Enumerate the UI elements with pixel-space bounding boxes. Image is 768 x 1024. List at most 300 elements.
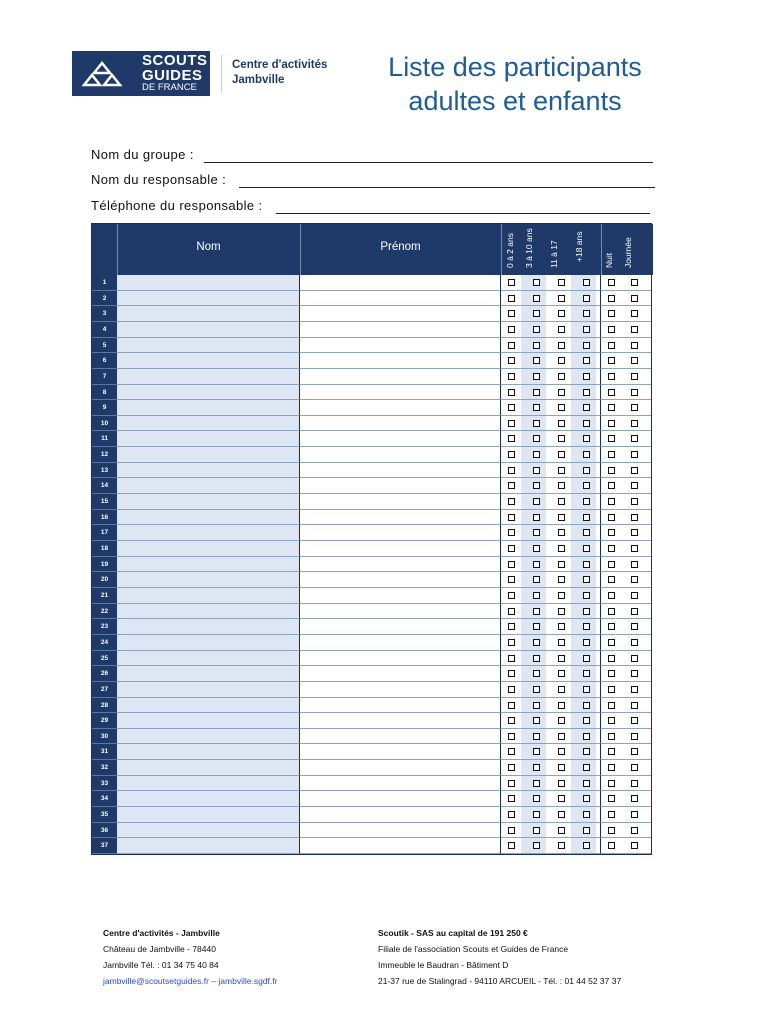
age-checkbox-0[interactable] bbox=[508, 357, 515, 364]
age-checkbox-2[interactable] bbox=[558, 733, 565, 740]
nuit-checkbox[interactable] bbox=[608, 842, 615, 849]
age-checkbox-2[interactable] bbox=[558, 842, 565, 849]
nom-cell[interactable] bbox=[117, 510, 300, 526]
age-checkbox-2[interactable] bbox=[558, 498, 565, 505]
prenom-cell[interactable] bbox=[300, 619, 501, 635]
age-checkbox-0[interactable] bbox=[508, 310, 515, 317]
age-checkbox-1[interactable] bbox=[533, 576, 540, 583]
nom-cell[interactable] bbox=[117, 604, 300, 620]
prenom-cell[interactable] bbox=[300, 385, 501, 401]
age-checkbox-0[interactable] bbox=[508, 639, 515, 646]
nuit-checkbox[interactable] bbox=[608, 295, 615, 302]
age-checkbox-2[interactable] bbox=[558, 576, 565, 583]
age-checkbox-3[interactable] bbox=[583, 357, 590, 364]
age-checkbox-1[interactable] bbox=[533, 608, 540, 615]
age-checkbox-2[interactable] bbox=[558, 295, 565, 302]
age-checkbox-2[interactable] bbox=[558, 279, 565, 286]
age-checkbox-1[interactable] bbox=[533, 686, 540, 693]
age-checkbox-3[interactable] bbox=[583, 529, 590, 536]
prenom-cell[interactable] bbox=[300, 400, 501, 416]
journee-checkbox[interactable] bbox=[631, 639, 638, 646]
age-checkbox-1[interactable] bbox=[533, 545, 540, 552]
age-checkbox-1[interactable] bbox=[533, 827, 540, 834]
age-checkbox-1[interactable] bbox=[533, 561, 540, 568]
journee-checkbox[interactable] bbox=[631, 373, 638, 380]
prenom-cell[interactable] bbox=[300, 666, 501, 682]
age-checkbox-3[interactable] bbox=[583, 420, 590, 427]
journee-checkbox[interactable] bbox=[631, 529, 638, 536]
age-checkbox-3[interactable] bbox=[583, 670, 590, 677]
age-checkbox-0[interactable] bbox=[508, 764, 515, 771]
age-checkbox-1[interactable] bbox=[533, 592, 540, 599]
age-checkbox-3[interactable] bbox=[583, 717, 590, 724]
nom-cell[interactable] bbox=[117, 478, 300, 494]
age-checkbox-3[interactable] bbox=[583, 279, 590, 286]
age-checkbox-2[interactable] bbox=[558, 326, 565, 333]
nom-cell[interactable] bbox=[117, 651, 300, 667]
nuit-checkbox[interactable] bbox=[608, 545, 615, 552]
age-checkbox-1[interactable] bbox=[533, 764, 540, 771]
nom-cell[interactable] bbox=[117, 463, 300, 479]
journee-checkbox[interactable] bbox=[631, 561, 638, 568]
journee-checkbox[interactable] bbox=[631, 780, 638, 787]
nom-cell[interactable] bbox=[117, 588, 300, 604]
journee-checkbox[interactable] bbox=[631, 435, 638, 442]
nuit-checkbox[interactable] bbox=[608, 451, 615, 458]
field-telephone-line[interactable] bbox=[276, 213, 650, 214]
nom-cell[interactable] bbox=[117, 322, 300, 338]
age-checkbox-3[interactable] bbox=[583, 373, 590, 380]
age-checkbox-1[interactable] bbox=[533, 373, 540, 380]
age-checkbox-0[interactable] bbox=[508, 795, 515, 802]
journee-checkbox[interactable] bbox=[631, 764, 638, 771]
age-checkbox-2[interactable] bbox=[558, 686, 565, 693]
age-checkbox-3[interactable] bbox=[583, 639, 590, 646]
age-checkbox-0[interactable] bbox=[508, 514, 515, 521]
age-checkbox-3[interactable] bbox=[583, 342, 590, 349]
age-checkbox-0[interactable] bbox=[508, 561, 515, 568]
nom-cell[interactable] bbox=[117, 416, 300, 432]
nom-cell[interactable] bbox=[117, 619, 300, 635]
age-checkbox-3[interactable] bbox=[583, 702, 590, 709]
nom-cell[interactable] bbox=[117, 447, 300, 463]
age-checkbox-0[interactable] bbox=[508, 295, 515, 302]
nom-cell[interactable] bbox=[117, 353, 300, 369]
age-checkbox-3[interactable] bbox=[583, 482, 590, 489]
nuit-checkbox[interactable] bbox=[608, 608, 615, 615]
prenom-cell[interactable] bbox=[300, 291, 501, 307]
nom-cell[interactable] bbox=[117, 776, 300, 792]
prenom-cell[interactable] bbox=[300, 651, 501, 667]
nom-cell[interactable] bbox=[117, 291, 300, 307]
age-checkbox-2[interactable] bbox=[558, 404, 565, 411]
age-checkbox-3[interactable] bbox=[583, 467, 590, 474]
age-checkbox-3[interactable] bbox=[583, 514, 590, 521]
age-checkbox-2[interactable] bbox=[558, 592, 565, 599]
nom-cell[interactable] bbox=[117, 431, 300, 447]
journee-checkbox[interactable] bbox=[631, 310, 638, 317]
nuit-checkbox[interactable] bbox=[608, 326, 615, 333]
nom-cell[interactable] bbox=[117, 369, 300, 385]
age-checkbox-3[interactable] bbox=[583, 780, 590, 787]
nuit-checkbox[interactable] bbox=[608, 576, 615, 583]
age-checkbox-2[interactable] bbox=[558, 608, 565, 615]
age-checkbox-1[interactable] bbox=[533, 811, 540, 818]
nom-cell[interactable] bbox=[117, 400, 300, 416]
nuit-checkbox[interactable] bbox=[608, 435, 615, 442]
journee-checkbox[interactable] bbox=[631, 389, 638, 396]
age-checkbox-2[interactable] bbox=[558, 545, 565, 552]
nom-cell[interactable] bbox=[117, 275, 300, 291]
age-checkbox-0[interactable] bbox=[508, 811, 515, 818]
age-checkbox-1[interactable] bbox=[533, 514, 540, 521]
age-checkbox-2[interactable] bbox=[558, 435, 565, 442]
prenom-cell[interactable] bbox=[300, 353, 501, 369]
age-checkbox-3[interactable] bbox=[583, 795, 590, 802]
prenom-cell[interactable] bbox=[300, 478, 501, 494]
age-checkbox-1[interactable] bbox=[533, 279, 540, 286]
nuit-checkbox[interactable] bbox=[608, 764, 615, 771]
nuit-checkbox[interactable] bbox=[608, 795, 615, 802]
age-checkbox-0[interactable] bbox=[508, 576, 515, 583]
age-checkbox-3[interactable] bbox=[583, 827, 590, 834]
age-checkbox-0[interactable] bbox=[508, 592, 515, 599]
prenom-cell[interactable] bbox=[300, 447, 501, 463]
age-checkbox-1[interactable] bbox=[533, 342, 540, 349]
age-checkbox-2[interactable] bbox=[558, 811, 565, 818]
age-checkbox-0[interactable] bbox=[508, 498, 515, 505]
age-checkbox-3[interactable] bbox=[583, 435, 590, 442]
field-responsable-line[interactable] bbox=[239, 187, 655, 188]
age-checkbox-2[interactable] bbox=[558, 623, 565, 630]
age-checkbox-3[interactable] bbox=[583, 842, 590, 849]
age-checkbox-0[interactable] bbox=[508, 435, 515, 442]
age-checkbox-0[interactable] bbox=[508, 702, 515, 709]
age-checkbox-3[interactable] bbox=[583, 498, 590, 505]
age-checkbox-0[interactable] bbox=[508, 608, 515, 615]
age-checkbox-0[interactable] bbox=[508, 717, 515, 724]
journee-checkbox[interactable] bbox=[631, 670, 638, 677]
prenom-cell[interactable] bbox=[300, 682, 501, 698]
age-checkbox-2[interactable] bbox=[558, 482, 565, 489]
journee-checkbox[interactable] bbox=[631, 748, 638, 755]
nuit-checkbox[interactable] bbox=[608, 310, 615, 317]
journee-checkbox[interactable] bbox=[631, 420, 638, 427]
journee-checkbox[interactable] bbox=[631, 498, 638, 505]
nuit-checkbox[interactable] bbox=[608, 639, 615, 646]
age-checkbox-0[interactable] bbox=[508, 389, 515, 396]
nuit-checkbox[interactable] bbox=[608, 655, 615, 662]
age-checkbox-1[interactable] bbox=[533, 795, 540, 802]
age-checkbox-3[interactable] bbox=[583, 686, 590, 693]
age-checkbox-2[interactable] bbox=[558, 764, 565, 771]
prenom-cell[interactable] bbox=[300, 823, 501, 839]
age-checkbox-1[interactable] bbox=[533, 780, 540, 787]
journee-checkbox[interactable] bbox=[631, 482, 638, 489]
age-checkbox-1[interactable] bbox=[533, 420, 540, 427]
nom-cell[interactable] bbox=[117, 385, 300, 401]
journee-checkbox[interactable] bbox=[631, 576, 638, 583]
age-checkbox-3[interactable] bbox=[583, 811, 590, 818]
prenom-cell[interactable] bbox=[300, 604, 501, 620]
journee-checkbox[interactable] bbox=[631, 811, 638, 818]
journee-checkbox[interactable] bbox=[631, 655, 638, 662]
journee-checkbox[interactable] bbox=[631, 279, 638, 286]
age-checkbox-2[interactable] bbox=[558, 514, 565, 521]
age-checkbox-0[interactable] bbox=[508, 748, 515, 755]
nuit-checkbox[interactable] bbox=[608, 467, 615, 474]
journee-checkbox[interactable] bbox=[631, 451, 638, 458]
age-checkbox-0[interactable] bbox=[508, 733, 515, 740]
age-checkbox-1[interactable] bbox=[533, 670, 540, 677]
nom-cell[interactable] bbox=[117, 541, 300, 557]
age-checkbox-3[interactable] bbox=[583, 764, 590, 771]
journee-checkbox[interactable] bbox=[631, 717, 638, 724]
nuit-checkbox[interactable] bbox=[608, 482, 615, 489]
age-checkbox-0[interactable] bbox=[508, 780, 515, 787]
age-checkbox-1[interactable] bbox=[533, 733, 540, 740]
age-checkbox-2[interactable] bbox=[558, 780, 565, 787]
nom-cell[interactable] bbox=[117, 744, 300, 760]
nom-cell[interactable] bbox=[117, 682, 300, 698]
age-checkbox-1[interactable] bbox=[533, 717, 540, 724]
age-checkbox-2[interactable] bbox=[558, 639, 565, 646]
age-checkbox-0[interactable] bbox=[508, 420, 515, 427]
nom-cell[interactable] bbox=[117, 572, 300, 588]
nuit-checkbox[interactable] bbox=[608, 514, 615, 521]
nom-cell[interactable] bbox=[117, 713, 300, 729]
nom-cell[interactable] bbox=[117, 494, 300, 510]
age-checkbox-0[interactable] bbox=[508, 482, 515, 489]
age-checkbox-1[interactable] bbox=[533, 842, 540, 849]
prenom-cell[interactable] bbox=[300, 588, 501, 604]
age-checkbox-0[interactable] bbox=[508, 623, 515, 630]
journee-checkbox[interactable] bbox=[631, 326, 638, 333]
age-checkbox-1[interactable] bbox=[533, 748, 540, 755]
age-checkbox-2[interactable] bbox=[558, 702, 565, 709]
nom-cell[interactable] bbox=[117, 338, 300, 354]
age-checkbox-2[interactable] bbox=[558, 357, 565, 364]
prenom-cell[interactable] bbox=[300, 729, 501, 745]
nuit-checkbox[interactable] bbox=[608, 529, 615, 536]
age-checkbox-3[interactable] bbox=[583, 389, 590, 396]
age-checkbox-2[interactable] bbox=[558, 389, 565, 396]
age-checkbox-2[interactable] bbox=[558, 420, 565, 427]
age-checkbox-3[interactable] bbox=[583, 326, 590, 333]
prenom-cell[interactable] bbox=[300, 275, 501, 291]
prenom-cell[interactable] bbox=[300, 510, 501, 526]
prenom-cell[interactable] bbox=[300, 713, 501, 729]
age-checkbox-1[interactable] bbox=[533, 310, 540, 317]
nuit-checkbox[interactable] bbox=[608, 279, 615, 286]
age-checkbox-0[interactable] bbox=[508, 404, 515, 411]
age-checkbox-3[interactable] bbox=[583, 310, 590, 317]
age-checkbox-1[interactable] bbox=[533, 498, 540, 505]
nuit-checkbox[interactable] bbox=[608, 373, 615, 380]
nuit-checkbox[interactable] bbox=[608, 733, 615, 740]
age-checkbox-0[interactable] bbox=[508, 686, 515, 693]
age-checkbox-1[interactable] bbox=[533, 639, 540, 646]
nuit-checkbox[interactable] bbox=[608, 748, 615, 755]
prenom-cell[interactable] bbox=[300, 306, 501, 322]
age-checkbox-0[interactable] bbox=[508, 655, 515, 662]
age-checkbox-2[interactable] bbox=[558, 827, 565, 834]
prenom-cell[interactable] bbox=[300, 776, 501, 792]
age-checkbox-3[interactable] bbox=[583, 655, 590, 662]
nom-cell[interactable] bbox=[117, 306, 300, 322]
prenom-cell[interactable] bbox=[300, 760, 501, 776]
nom-cell[interactable] bbox=[117, 838, 300, 854]
nuit-checkbox[interactable] bbox=[608, 811, 615, 818]
nuit-checkbox[interactable] bbox=[608, 404, 615, 411]
prenom-cell[interactable] bbox=[300, 572, 501, 588]
prenom-cell[interactable] bbox=[300, 557, 501, 573]
nom-cell[interactable] bbox=[117, 760, 300, 776]
age-checkbox-2[interactable] bbox=[558, 795, 565, 802]
nuit-checkbox[interactable] bbox=[608, 702, 615, 709]
age-checkbox-2[interactable] bbox=[558, 561, 565, 568]
age-checkbox-3[interactable] bbox=[583, 404, 590, 411]
journee-checkbox[interactable] bbox=[631, 514, 638, 521]
age-checkbox-1[interactable] bbox=[533, 435, 540, 442]
age-checkbox-2[interactable] bbox=[558, 529, 565, 536]
nuit-checkbox[interactable] bbox=[608, 780, 615, 787]
prenom-cell[interactable] bbox=[300, 635, 501, 651]
nuit-checkbox[interactable] bbox=[608, 420, 615, 427]
nom-cell[interactable] bbox=[117, 729, 300, 745]
age-checkbox-3[interactable] bbox=[583, 733, 590, 740]
journee-checkbox[interactable] bbox=[631, 545, 638, 552]
age-checkbox-0[interactable] bbox=[508, 545, 515, 552]
age-checkbox-1[interactable] bbox=[533, 623, 540, 630]
prenom-cell[interactable] bbox=[300, 541, 501, 557]
nom-cell[interactable] bbox=[117, 666, 300, 682]
journee-checkbox[interactable] bbox=[631, 686, 638, 693]
age-checkbox-2[interactable] bbox=[558, 655, 565, 662]
prenom-cell[interactable] bbox=[300, 807, 501, 823]
age-checkbox-2[interactable] bbox=[558, 670, 565, 677]
footer-left-3[interactable]: jambville@scoutsetguides.fr – jambville.sgdf.fr bbox=[103, 976, 278, 986]
nom-cell[interactable] bbox=[117, 791, 300, 807]
nom-cell[interactable] bbox=[117, 807, 300, 823]
age-checkbox-0[interactable] bbox=[508, 467, 515, 474]
journee-checkbox[interactable] bbox=[631, 795, 638, 802]
age-checkbox-3[interactable] bbox=[583, 451, 590, 458]
prenom-cell[interactable] bbox=[300, 431, 501, 447]
age-checkbox-2[interactable] bbox=[558, 748, 565, 755]
prenom-cell[interactable] bbox=[300, 369, 501, 385]
journee-checkbox[interactable] bbox=[631, 467, 638, 474]
prenom-cell[interactable] bbox=[300, 791, 501, 807]
journee-checkbox[interactable] bbox=[631, 623, 638, 630]
age-checkbox-1[interactable] bbox=[533, 295, 540, 302]
age-checkbox-0[interactable] bbox=[508, 451, 515, 458]
nuit-checkbox[interactable] bbox=[608, 592, 615, 599]
age-checkbox-1[interactable] bbox=[533, 451, 540, 458]
age-checkbox-0[interactable] bbox=[508, 529, 515, 536]
prenom-cell[interactable] bbox=[300, 338, 501, 354]
journee-checkbox[interactable] bbox=[631, 404, 638, 411]
age-checkbox-3[interactable] bbox=[583, 608, 590, 615]
prenom-cell[interactable] bbox=[300, 744, 501, 760]
age-checkbox-0[interactable] bbox=[508, 373, 515, 380]
age-checkbox-1[interactable] bbox=[533, 482, 540, 489]
prenom-cell[interactable] bbox=[300, 525, 501, 541]
age-checkbox-2[interactable] bbox=[558, 451, 565, 458]
journee-checkbox[interactable] bbox=[631, 295, 638, 302]
age-checkbox-1[interactable] bbox=[533, 357, 540, 364]
age-checkbox-3[interactable] bbox=[583, 545, 590, 552]
prenom-cell[interactable] bbox=[300, 698, 501, 714]
age-checkbox-3[interactable] bbox=[583, 623, 590, 630]
nuit-checkbox[interactable] bbox=[608, 498, 615, 505]
nuit-checkbox[interactable] bbox=[608, 561, 615, 568]
nom-cell[interactable] bbox=[117, 525, 300, 541]
nom-cell[interactable] bbox=[117, 557, 300, 573]
journee-checkbox[interactable] bbox=[631, 342, 638, 349]
age-checkbox-1[interactable] bbox=[533, 389, 540, 396]
age-checkbox-1[interactable] bbox=[533, 655, 540, 662]
journee-checkbox[interactable] bbox=[631, 827, 638, 834]
age-checkbox-3[interactable] bbox=[583, 295, 590, 302]
age-checkbox-2[interactable] bbox=[558, 342, 565, 349]
age-checkbox-0[interactable] bbox=[508, 342, 515, 349]
nuit-checkbox[interactable] bbox=[608, 389, 615, 396]
nuit-checkbox[interactable] bbox=[608, 342, 615, 349]
age-checkbox-2[interactable] bbox=[558, 310, 565, 317]
age-checkbox-3[interactable] bbox=[583, 576, 590, 583]
age-checkbox-2[interactable] bbox=[558, 717, 565, 724]
field-groupe-line[interactable] bbox=[204, 162, 653, 163]
age-checkbox-1[interactable] bbox=[533, 404, 540, 411]
age-checkbox-0[interactable] bbox=[508, 279, 515, 286]
nuit-checkbox[interactable] bbox=[608, 357, 615, 364]
journee-checkbox[interactable] bbox=[631, 592, 638, 599]
age-checkbox-3[interactable] bbox=[583, 561, 590, 568]
journee-checkbox[interactable] bbox=[631, 733, 638, 740]
nuit-checkbox[interactable] bbox=[608, 717, 615, 724]
nuit-checkbox[interactable] bbox=[608, 827, 615, 834]
nom-cell[interactable] bbox=[117, 698, 300, 714]
journee-checkbox[interactable] bbox=[631, 357, 638, 364]
age-checkbox-0[interactable] bbox=[508, 842, 515, 849]
nom-cell[interactable] bbox=[117, 823, 300, 839]
nom-cell[interactable] bbox=[117, 635, 300, 651]
age-checkbox-0[interactable] bbox=[508, 670, 515, 677]
journee-checkbox[interactable] bbox=[631, 702, 638, 709]
age-checkbox-1[interactable] bbox=[533, 529, 540, 536]
nuit-checkbox[interactable] bbox=[608, 670, 615, 677]
prenom-cell[interactable] bbox=[300, 494, 501, 510]
journee-checkbox[interactable] bbox=[631, 608, 638, 615]
prenom-cell[interactable] bbox=[300, 322, 501, 338]
nuit-checkbox[interactable] bbox=[608, 623, 615, 630]
nuit-checkbox[interactable] bbox=[608, 686, 615, 693]
age-checkbox-3[interactable] bbox=[583, 592, 590, 599]
prenom-cell[interactable] bbox=[300, 416, 501, 432]
age-checkbox-0[interactable] bbox=[508, 326, 515, 333]
age-checkbox-2[interactable] bbox=[558, 373, 565, 380]
age-checkbox-0[interactable] bbox=[508, 827, 515, 834]
journee-checkbox[interactable] bbox=[631, 842, 638, 849]
age-checkbox-1[interactable] bbox=[533, 702, 540, 709]
prenom-cell[interactable] bbox=[300, 463, 501, 479]
prenom-cell[interactable] bbox=[300, 838, 501, 854]
age-checkbox-1[interactable] bbox=[533, 326, 540, 333]
age-checkbox-3[interactable] bbox=[583, 748, 590, 755]
age-checkbox-2[interactable] bbox=[558, 467, 565, 474]
age-checkbox-1[interactable] bbox=[533, 467, 540, 474]
